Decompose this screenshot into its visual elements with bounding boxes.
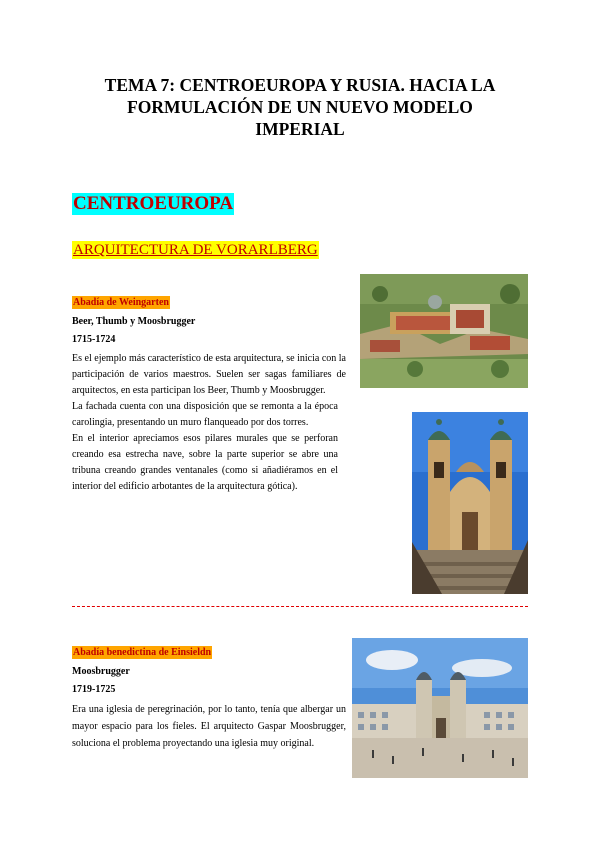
weingarten-facade-image: [412, 412, 528, 594]
paragraph: Era una iglesia de peregrinación, por lo tanto, tenía que albergar un mayor espacio para los fieles. El arquitecto Gaspar Moosbrugger, soluciona el problema proyectando una iglesia muy original.: [72, 704, 346, 749]
section-dates: 1715-1724: [72, 334, 116, 345]
weingarten-aerial-image: [360, 274, 528, 388]
section-divider: [72, 606, 528, 607]
title-line-3: IMPERIAL: [255, 119, 345, 139]
paragraph: En el interior apreciamos esos pilares murales que se perforan creando esa estrecha nave, sobre la parte superior se abre una tribuna creando grandes ventanales (como si añadiéramos en el interior del edificio arbotantes de la arquitectura gótica).: [72, 433, 338, 492]
section-label: Abadía de Weingarten: [73, 297, 169, 308]
paragraph: Es el ejemplo más característico de esta arquitectura, se inicia con la participación de varios maestros. Suelen ser sagas familiares de arquitectos, en esta participan los Beer, Thumb y Moosbrugger.: [72, 353, 346, 396]
section-label: Abadía benedictina de Einsieldn: [73, 647, 212, 658]
section-authors: Beer, Thumb y Moosbrugger: [72, 316, 196, 327]
section-authors: Moosbrugger: [72, 666, 130, 677]
heading-vorarlberg: ARQUITECTURA DE VORARLBERG: [73, 242, 318, 258]
einsiedeln-abbey-image: [352, 638, 528, 778]
section-dates: 1719-1725: [72, 684, 116, 695]
section-einsiedeln: [72, 642, 346, 752]
heading-centroeuropa: CENTROEUROPA: [73, 193, 234, 214]
title-line-1: TEMA 7: CENTROEUROPA Y RUSIA. HACIA LA: [104, 75, 496, 95]
page-title: [60, 74, 540, 140]
section-weingarten: [72, 292, 346, 495]
paragraph: La fachada cuenta con una disposición que se remonta a la época carolingia, presentando un muro flanqueado por dos torres.: [72, 401, 338, 428]
title-line-2: FORMULACIÓN DE UN NUEVO MODELO: [127, 97, 473, 117]
